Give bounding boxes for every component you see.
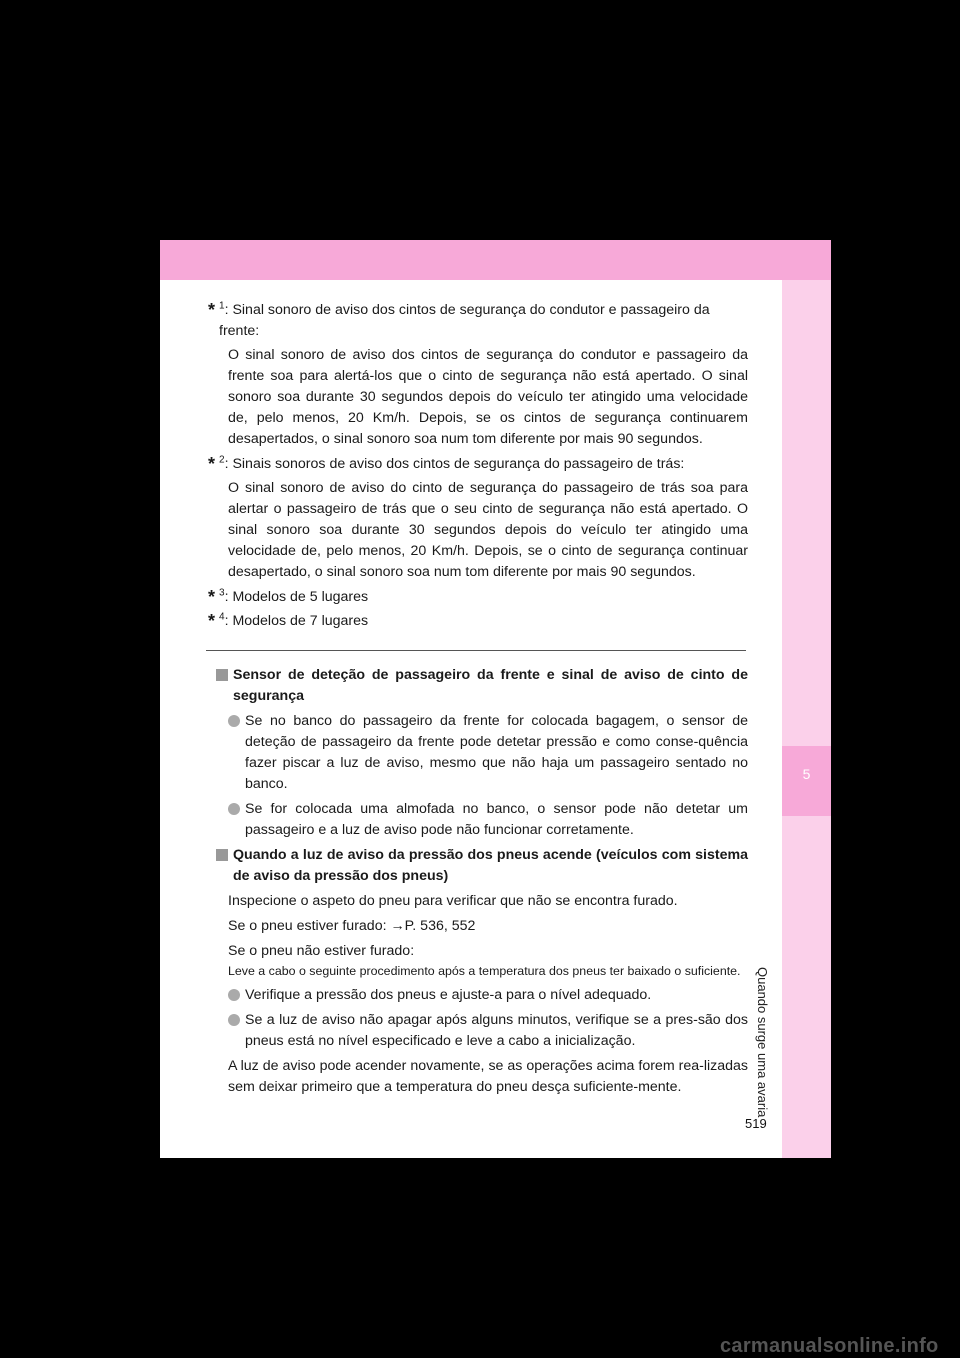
- list-item: [216, 985, 748, 1006]
- paragraph: A luz de aviso pode acender novamente, se as operações acima forem rea-lizadas sem deixar primeiro que a temperatura do pneu desça suficiente-mente.: [228, 1058, 748, 1095]
- circle-bullet-icon: [228, 989, 240, 1001]
- footnote-number: 3: [219, 587, 225, 599]
- list-item-text: Se for colocada uma almofada no banco, o sensor pode não detetar um passageiro e a luz de aviso pode não funcionar corretamente.: [245, 801, 748, 838]
- footnote-heading: : Sinal sonoro de aviso dos cintos de segurança do condutor e passageiro da frente:: [219, 302, 710, 339]
- chapter-side-band: [782, 280, 831, 1158]
- circle-bullet-icon: [228, 715, 240, 727]
- header-band: [160, 240, 831, 280]
- footnote-asterisk: *: [208, 454, 216, 474]
- footnote-4: [208, 611, 748, 632]
- list-item: [216, 711, 748, 795]
- footnote-1: [208, 300, 748, 342]
- footnote-text: O sinal sonoro de aviso dos cintos de segurança do condutor e passageiro da frente soa para alertá-los que o cinto de segurança não está apertado. O sinal sonoro soa durante 30 segundos depois do veículo ter atingido uma velocidade de, pelo menos, 20 Km/h. Depois, se os cintos de segurança continuarem desapertados, o sinal sonoro soa num tom diferente por mais 90 segundos.: [228, 347, 748, 447]
- chapter-number: 5: [802, 766, 811, 782]
- section-passenger-sensor: [208, 665, 748, 1098]
- section-heading-text: Sensor de deteção de passageiro da frente e sinal de aviso de cinto de segurança: [233, 667, 748, 704]
- small-note: Leve a cabo o seguinte procedimento após a temperatura dos pneus ter baixado o suficiente.: [228, 964, 741, 978]
- list-item-text: Se a luz de aviso não apagar após alguns minutos, verifique se a pres-são dos pneus está no nível especificado e leve a cabo a inicialização.: [245, 1012, 748, 1049]
- section-divider: [206, 650, 746, 651]
- manual-page: [160, 240, 831, 1158]
- footnote-number: 2: [219, 454, 225, 466]
- page-number: 519: [745, 1116, 767, 1131]
- circle-bullet-icon: [228, 1014, 240, 1026]
- list-item: [216, 1010, 748, 1052]
- square-bullet-icon: [216, 669, 228, 681]
- footnote-asterisk: *: [208, 300, 216, 320]
- chapter-title: Quando surge uma avaria: [755, 967, 770, 1118]
- footnote-heading: : Modelos de 7 lugares: [224, 613, 369, 629]
- footnote-3: [208, 587, 748, 608]
- section-heading-text: Quando a luz de aviso da pressão dos pneus acende (veículos com sistema de aviso da pressão dos pneus): [233, 847, 748, 884]
- footnote-text: O sinal sonoro de aviso do cinto de segurança do passageiro de trás soa para alertar o passageiro de trás que o seu cinto de segurança não está apertado. O sinal sonoro soa durante 30 segundos depois do veículo ter atingido uma velocidade de, pelo menos, 20 Km/h. Depois, se o cinto de segurança continuar desapertado, o sinal sonoro soa num tom diferente por mais 90 segundos.: [228, 480, 748, 580]
- paragraph: Se o pneu não estiver furado:: [228, 943, 415, 959]
- square-bullet-icon: [216, 849, 228, 861]
- footnote-heading: : Modelos de 5 lugares: [224, 589, 369, 605]
- list-item: [216, 799, 748, 841]
- section-heading: [216, 665, 748, 707]
- footnote-number: 1: [219, 300, 225, 312]
- list-item-text: Se no banco do passageiro da frente for colocada bagagem, o sensor de deteção de passageiro da frente pode detetar pressão e como conse-quência fazer piscar a luz de aviso, mesmo que não haja um passageiro sentado no banco.: [245, 713, 748, 792]
- list-item-text: Verifique a pressão dos pneus e ajuste-a para o nível adequado.: [245, 987, 652, 1003]
- page-content: [208, 300, 748, 1102]
- footnote-asterisk: *: [208, 587, 216, 607]
- footnote-asterisk: *: [208, 611, 216, 631]
- paragraph-page-reference: Se o pneu estiver furado: →P. 536, 552: [228, 918, 476, 934]
- chapter-tab: [782, 746, 831, 816]
- paragraph: Inspecione o aspeto do pneu para verificar que não se encontra furado.: [228, 893, 678, 909]
- footnote-2: [208, 454, 748, 475]
- footnote-heading: : Sinais sonoros de aviso dos cintos de segurança do passageiro de trás:: [224, 456, 685, 472]
- section-heading: [216, 845, 748, 887]
- footnote-number: 4: [219, 611, 225, 623]
- watermark-text: carmanualsonline.info: [720, 1335, 939, 1357]
- circle-bullet-icon: [228, 803, 240, 815]
